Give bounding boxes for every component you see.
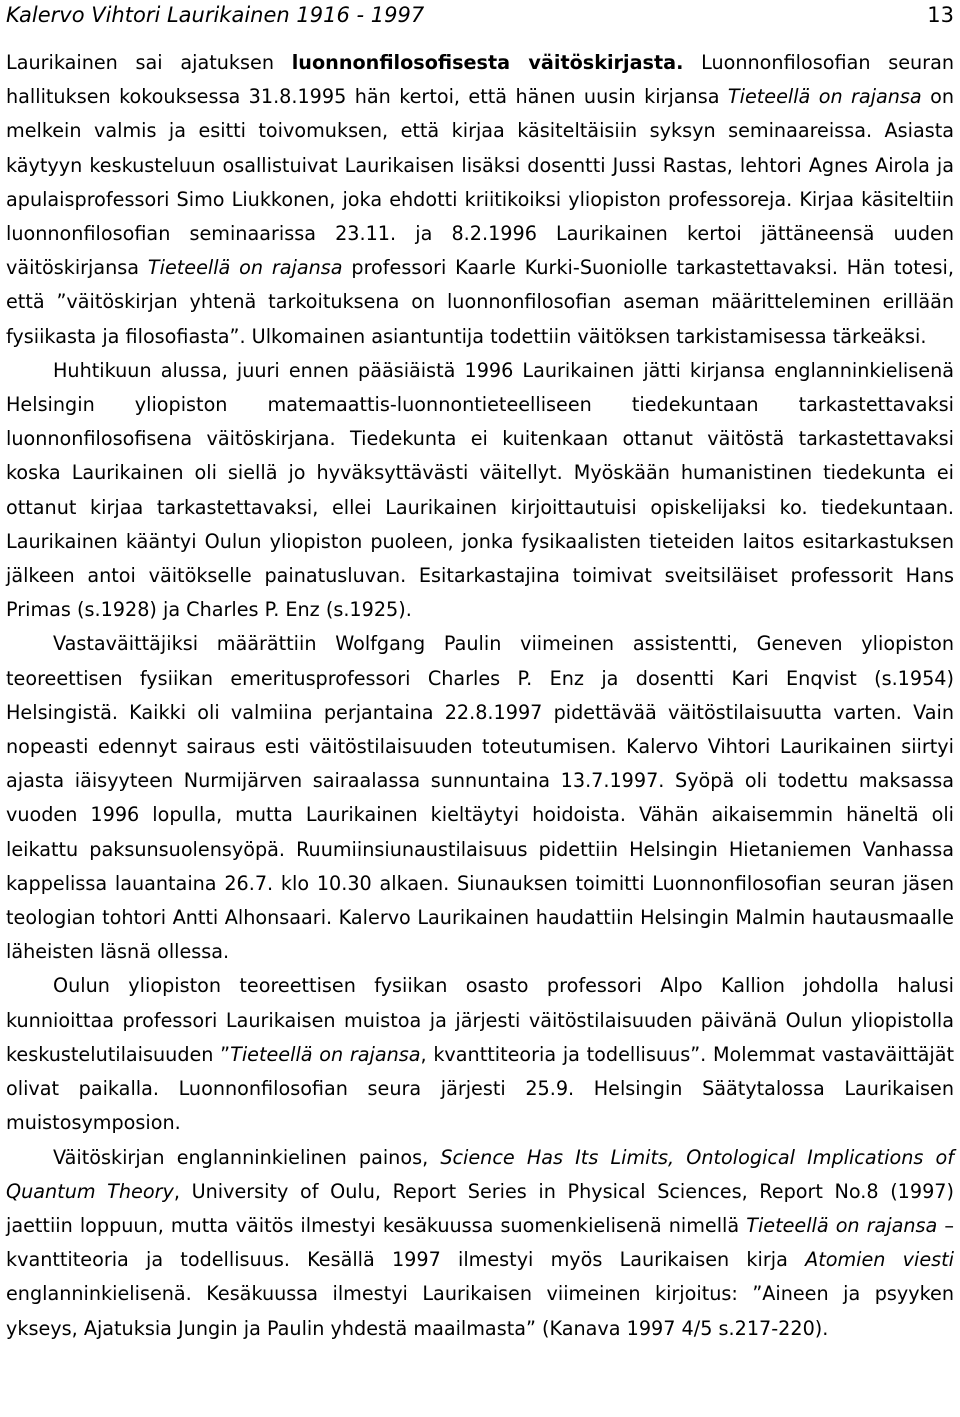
paragraph-4: [6, 969, 954, 1140]
paragraph-5: [6, 1141, 954, 1346]
text-segment: – kvanttiteoria ja todellisuus. Kesällä 1997 ilmestyi myös Laurikaisen kirja: [6, 1213, 954, 1272]
paragraph-2: [6, 354, 954, 628]
text-segment: Väitöskirjan englanninkielinen painos,: [53, 1145, 441, 1169]
text-segment: Vastaväittäjiksi määrättiin Wolfgang Paulin viimeinen assistentti, Geneven yliopiston teoreettisen fysiikan emeritusprofessori Charles P. Enz ja dosentti Kari Enqvist (s.1954) Helsingistä. Kaikki oli valmiina perjantaina 22.8.1997 pidettävää väitöstilaisuutta varten. Vain nopeasti edennyt sairaus esti väitöstilaisuuden toteutumisen. Kalervo Vihtori Laurikainen siirtyi ajasta iäisyyteen Nurmijärven sairaalassa sunnuntaina 13.7.1997. Syöpä oli todettu maksassa vuoden 1996 lopulla, mutta Laurikainen kieltäytyi hoidoista. Vähän aikaisemmin häneltä oli leikattu paksunsuolensyöpä. Ruumiinsiunaustilaisuus pidettiin Helsingin Hietaniemen Vanhassa kappelissa lauantaina 26.7. klo 10.30 alkaen. Siunauksen toimitti Luonnonfilosofian seuran jäsen teologian tohtori Antti Alhonsaari. Kalervo Laurikainen haudattiin Helsingin Malmin hautausmaalle läheisten läsnä ollessa.: [6, 632, 954, 964]
text-segment: englanninkielisenä. Kesäkuussa ilmestyi Laurikaisen viimeinen kirjoitus: ”Aineen ja psyyken ykseys, Ajatuksia Jungin ja Paulin yhdestä maailmasta” (Kanava 1997 4/5 s.217-220).: [6, 1282, 954, 1340]
page-number: 13: [927, 3, 954, 27]
text-segment: , University of Oulu, Report Series in Physical Sciences, Report No.8 (1997) jaettiin loppuun, mutta väitös ilmestyi kesäkuussa suomenkielisenä nimellä: [6, 1179, 955, 1237]
running-title: Kalervo Vihtori Laurikainen 1916 - 1997: [6, 3, 425, 27]
italic-text: Science Has Its Limits, Ontological Implications of Quantum Theory: [6, 1145, 954, 1203]
text-segment: Huhtikuun alussa, juuri ennen pääsiäistä 1996 Laurikainen jätti kirjansa englanninkielisenä Helsingin yliopiston matemaattis-luonnontieteelliseen tiedekuntaan tarkastettavaksi luonnonfilosofisena väitöskirjana. Tiedekunta ei kuitenkaan ottanut väitöstä tarkastettavaksi koska Laurikainen oli siellä jo hyväksyttävästi väitellyt. Myöskään humanistinen tiedekunta ei ottanut kirjaa tarkastettavaksi, ellei Laurikainen kirjoittautuisi opiskelijaksi ko. tiedekuntaan. Laurikainen kääntyi Oulun yliopiston puoleen, jonka fysikaalisten tieteiden laitos esitarkastuksen jälkeen antoi väitökselle painatusluvan. Esitarkastajina toimivat sveitsiläiset professorit Hans Primas (s.1928) ja Charles P. Enz (s.1925).: [6, 358, 954, 622]
italic-text: Atomien viesti: [805, 1248, 954, 1272]
italic-text: Tieteellä on rajansa: [727, 85, 922, 109]
text-segment: , kvanttiteoria ja todellisuus”. Molemmat vastaväittäjät olivat paikalla. Luonnonfilosofian seura järjesti 25.9. Helsingin Säätytalossa Laurikaisen muistosymposion.: [6, 1042, 954, 1135]
text-segment: Laurikainen sai ajatuksen: [6, 51, 292, 74]
text-segment: professori Kaarle Kurki-Suoniolle tarkastettavaksi. Hän totesi, että ”väitöskirjan yhtenä tarkoituksena on luonnonfilosofian aseman määritteleminen erillään fysiikasta ja filosofiasta”. Ulkomainen asiantuntija todettiin väitöksen tarkistamisessa tärkeäksi.: [6, 256, 954, 348]
paragraph-3: [6, 627, 954, 969]
bold-text: luonnonfilosofisesta väitöskirjasta.: [291, 51, 684, 74]
italic-text: Tieteellä on rajansa: [746, 1213, 938, 1237]
italic-text: Tieteellä on rajansa: [230, 1042, 421, 1066]
paragraph-1: [6, 46, 954, 354]
italic-text: Tieteellä on rajansa: [147, 256, 343, 280]
body-text: [6, 46, 954, 1346]
page-header: [6, 0, 954, 34]
text-segment: Oulun yliopiston teoreettisen fysiikan osasto professori Alpo Kallion johdolla halusi kunnioittaa professori Laurikaisen muistoa ja järjesti väitöstilaisuuden päivänä Oulun yliopistolla keskustelutilaisuuden ”: [6, 974, 954, 1066]
text-segment: on melkein valmis ja esitti toivomuksen, että kirjaa käsiteltäisiin syksyn seminaareissa. Asiasta käytyyn keskusteluun osallistuivat Laurikaisen lisäksi dosentti Jussi Rastas, lehtori Agnes Airola ja apulaisprofessori Simo Liukkonen, joka ehdotti kriitikoiksi yliopiston professoreja. Kirjaa käsiteltiin luonnonfilosofian seminaarissa 23.11. ja 8.2.1996 Laurikainen kertoi jättäneensä uuden väitöskirjansa: [6, 85, 954, 280]
text-segment: Luonnonfilosofian seuran hallituksen kokouksessa 31.8.1995 hän kertoi, että hänen uusin kirjansa: [6, 51, 954, 109]
